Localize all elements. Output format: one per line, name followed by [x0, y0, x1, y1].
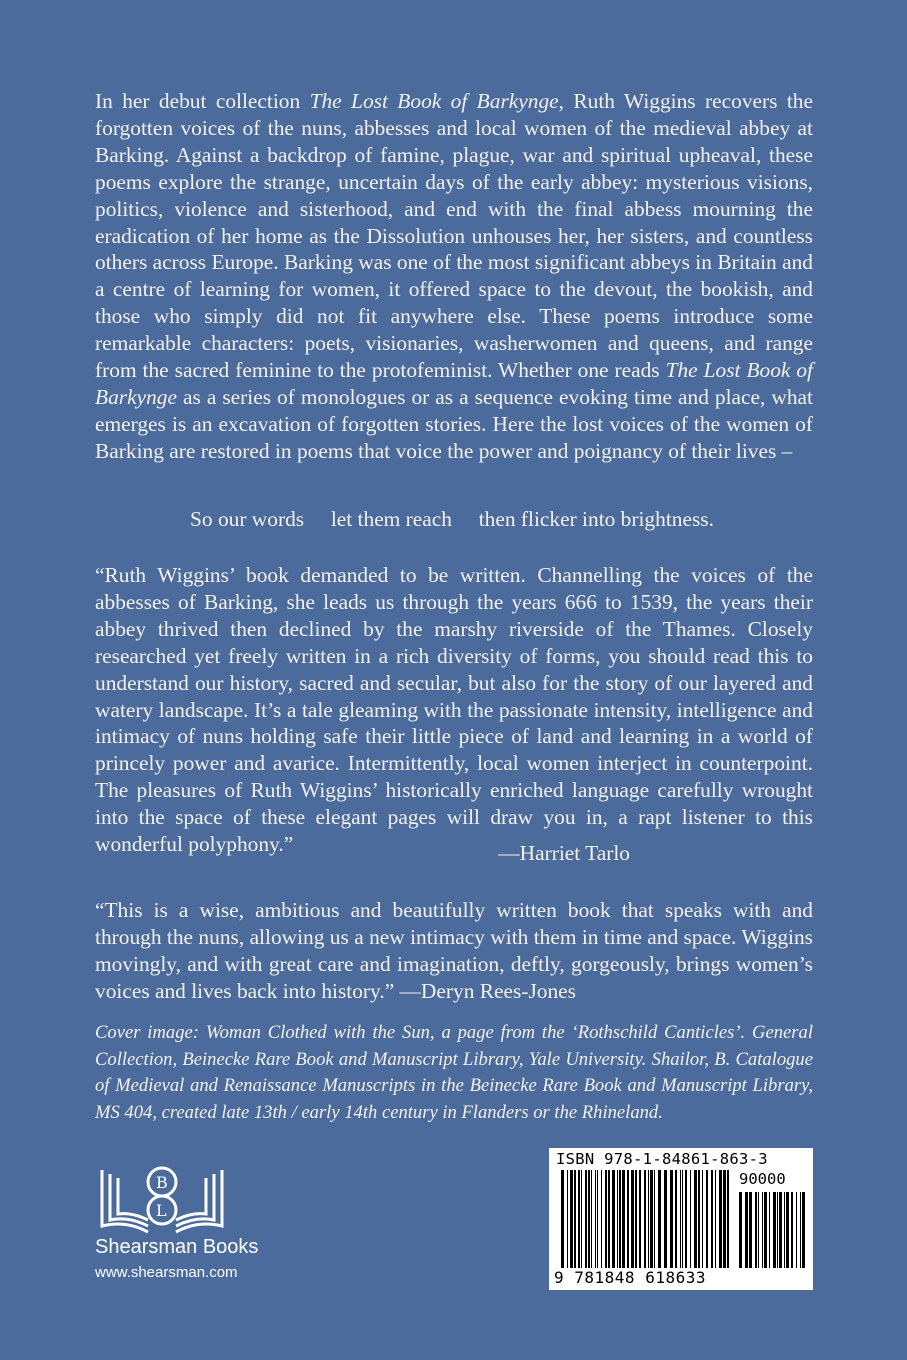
- isbn-number: ISBN 978-1-84861-863-3: [556, 1150, 768, 1168]
- blurb-text-3: as a series of monologues or as a sequence evoking time and place, what emerges is an excavation of forgotten stories. Here the lost voices of the women of Barking are restored in poems that voice the power and poignancy of their lives –: [95, 384, 813, 463]
- barcode-digits: 9 781848 618633: [554, 1268, 706, 1287]
- endorsement-attribution: —Harriet Tarlo: [498, 841, 630, 865]
- addon-barcode-bars: [739, 1192, 805, 1268]
- book-blurb: [95, 88, 813, 465]
- endorsement-harriet-tarlo: “Ruth Wiggins’ book demanded to be written. Channelling the voices of the abbesses of Barking, she leads us through the years 666 to 1539, the years their abbey thrived then declined by the marshy riverside of the Thames. Closely researched yet freely written in a rich diversity of forms, you should read this to understand our history, sacred and secular, but also for the story of our layered and watery landscape. It’s a tale gleaming with the passionate intensity, intelligence and intimacy of nuns holding safe their little piece of land and learning in a world of princely power and avarice. Intermittently, local women interject in counterpoint. The pleasures of Ruth Wiggins’ historically enriched language carefully wrought into the space of these elegant pages will draw you in, a rapt listener to this wonderful polyphony.”: [95, 563, 813, 857]
- logo-letter-l: L: [156, 1201, 167, 1220]
- publisher-url: www.shearsman.com: [95, 1264, 238, 1281]
- blurb-title-1: The Lost Book of Barkynge: [309, 89, 559, 113]
- blurb-title-2: The Lost Book of Barkynge: [95, 358, 814, 409]
- price-code: 90000: [739, 1170, 786, 1188]
- main-barcode-bars: [561, 1170, 733, 1268]
- blurb-text-1: In her debut collection: [95, 89, 310, 113]
- endorsement-deryn-rees-jones: “This is a wise, ambitious and beautifully written book that speaks with and through the nuns, allowing us a new intimacy with them in time and space. Wiggins movingly, and with great care and imagination, deftly, gorgeously, brings women’s voices and lives back into history.” —Deryn Rees-Jones: [95, 898, 813, 1003]
- isbn-barcode: [549, 1148, 813, 1290]
- publisher-name: Shearsman Books: [95, 1236, 259, 1258]
- epigraph: So our words let them reach then flicker into brightness.: [190, 507, 714, 531]
- blurb-text-2: , Ruth Wiggins recovers the forgotten voices of the nuns, abbesses and local women of the medieval abbey at Barking. Against a backdrop of famine, plague, war and spiritual upheaval, these poems explore the strange, uncertain days of the early abbey: mysterious visions, politics, violence and sisterhood, and end with the final abbess mourning the eradication of her home as the Dissolution unhouses her, her sisters, and countless others across Europe. Barking was one of the most significant abbeys in Britain and a centre of learning for women, it offered space to the devout, the bookish, and those who simply did not fit anywhere else. These poems introduce some remarkable characters: poets, visionaries, washerwomen and queens, and range from the sacred feminine to the protofeminist. Whether one reads: [95, 89, 813, 383]
- logo-letter-b: B: [156, 1173, 168, 1192]
- cover-image-credit: Cover image: Woman Clothed with the Sun, a page from the ‘Rothschild Canticles’. General Collection, Beinecke Rare Book and Manuscript Library, Yale University. Shailor, B. Catalogue of Medieval and Renaissance Manuscripts in the Beinecke Rare Book and Manuscript Library, MS 404, created late 13th / early 14th century in Flanders or the Rhineland.: [95, 1022, 813, 1123]
